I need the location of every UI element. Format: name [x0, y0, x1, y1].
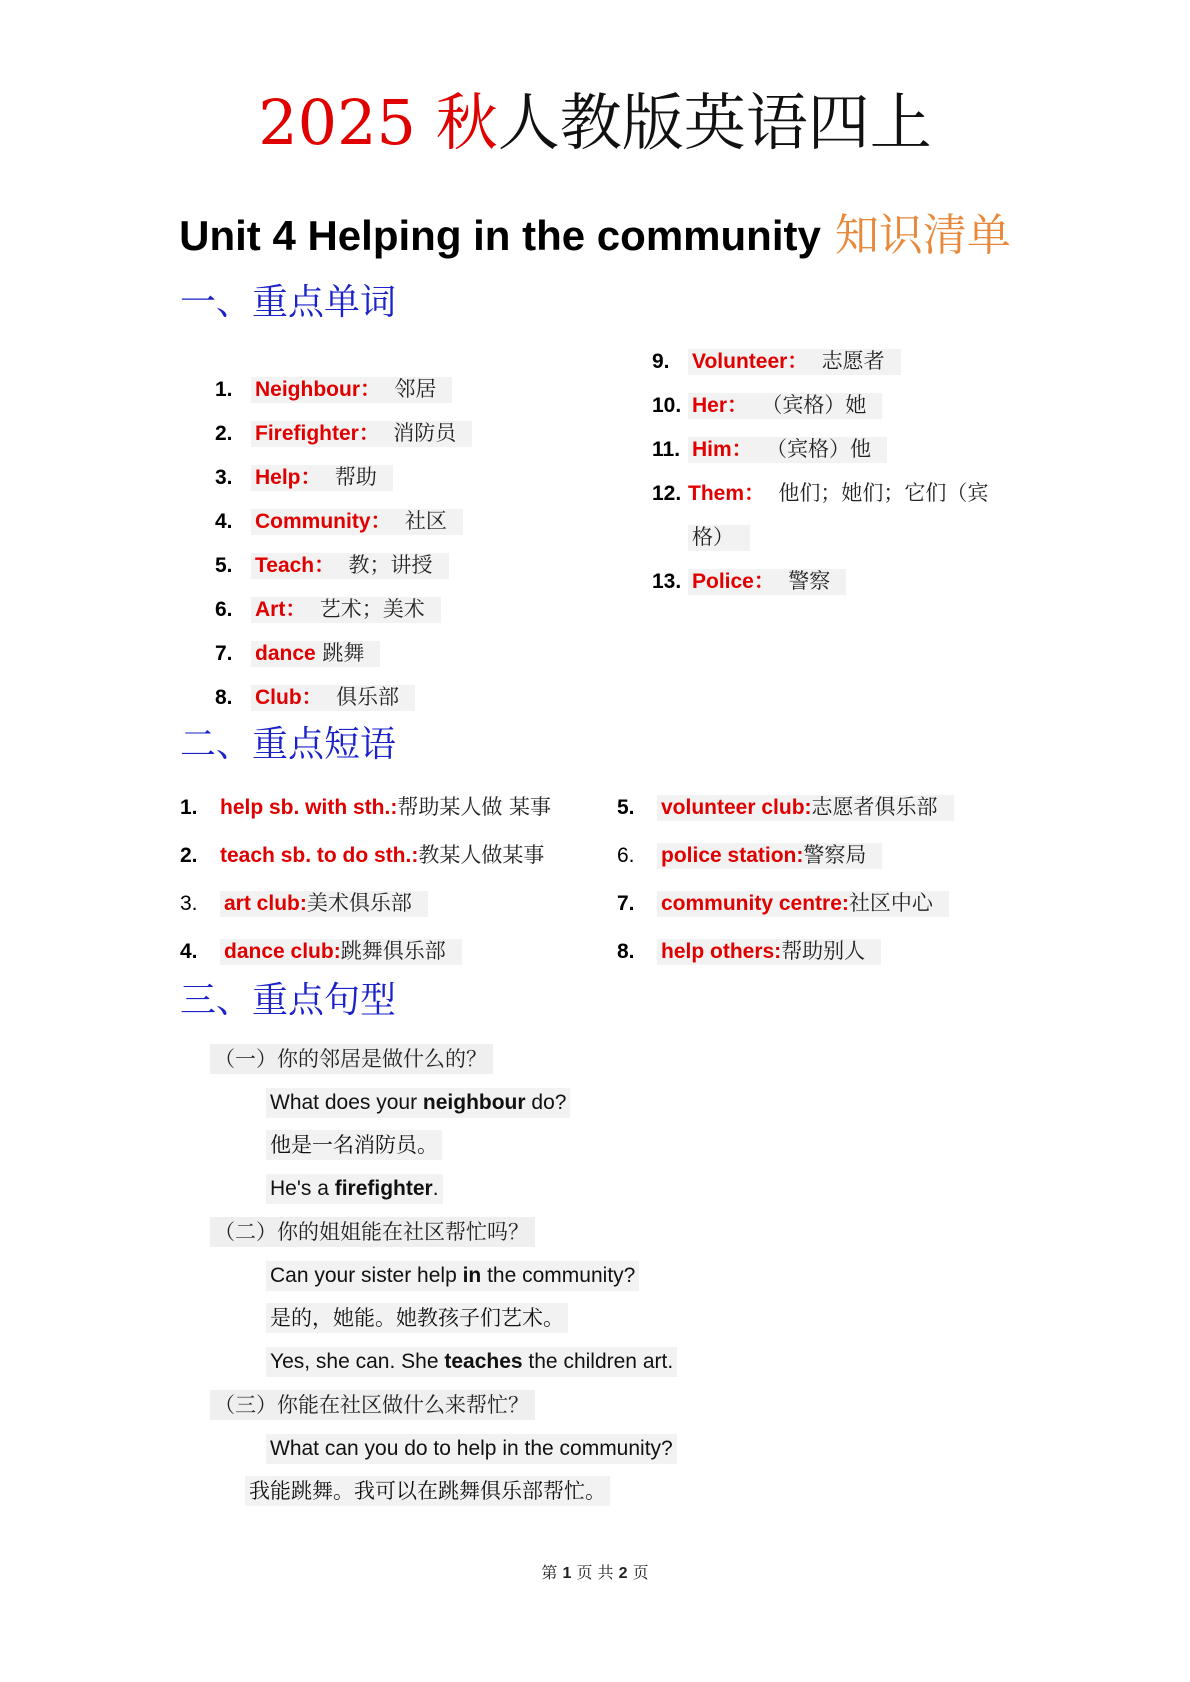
title-rest: 人教版英语四上 — [497, 86, 932, 159]
list-item: 5. volunteer club:志愿者俱乐部 — [617, 792, 954, 823]
list-item: 9. Volunteer： 志愿者 — [652, 346, 901, 377]
list-item: 3. Help： 帮助 — [215, 462, 393, 493]
list-item: 6. Art： 艺术；美术 — [215, 594, 441, 625]
page-total: 2 — [618, 1565, 628, 1582]
answer-cn-1: 他是一名消防员。 — [266, 1130, 442, 1160]
list-item: 3. art club:美术俱乐部 — [180, 888, 428, 919]
question-heading-2: （二）你的姐姐能在社区帮忙吗？ — [210, 1217, 535, 1247]
document-title — [0, 84, 1190, 162]
question-heading-3: （三）你能在社区做什么来帮忙？ — [210, 1390, 535, 1420]
list-item: 8. Club： 俱乐部 — [215, 682, 415, 713]
question-en-1: What does your neighbour do? — [266, 1088, 570, 1118]
list-item: 11. Him： （宾格）他 — [652, 434, 887, 465]
section-heading-words: 一、重点单词 — [180, 282, 397, 323]
title-season: 秋 — [435, 86, 498, 159]
document-subtitle — [0, 208, 1190, 264]
page-footer: 第 1 页 共 2 页 — [541, 1563, 649, 1582]
section-heading-sentences: 三、重点句型 — [180, 980, 397, 1021]
subtitle-tag: 知识清单 — [834, 210, 1011, 261]
list-item: 8. help others:帮助别人 — [617, 936, 881, 967]
page-number: 1 — [562, 1565, 572, 1582]
answer-en-2: Yes, she can. She teaches the children art. — [266, 1347, 677, 1377]
list-item: 1. Neighbour： 邻居 — [215, 374, 452, 405]
question-en-3: What can you do to help in the community? — [266, 1434, 677, 1464]
list-item: 7. community centre:社区中心 — [617, 888, 949, 919]
list-item: 13. Police： 警察 — [652, 566, 846, 597]
answer-cn-3: 我能跳舞。我可以在跳舞俱乐部帮忙。 — [245, 1476, 610, 1506]
list-item: 10. Her： （宾格）她 — [652, 390, 882, 421]
list-item: 7. dance 跳舞 — [215, 638, 380, 669]
question-en-2: Can your sister help in the community? — [266, 1261, 639, 1291]
section-heading-phrases: 二、重点短语 — [180, 724, 397, 765]
title-year: 2025 — [258, 86, 417, 159]
list-item-continuation: 格） — [688, 522, 750, 552]
answer-en-1: He's a firefighter. — [266, 1174, 443, 1204]
list-item: 4. dance club:跳舞俱乐部 — [180, 936, 462, 967]
list-item: 12. Them： 他们；她们；它们（宾 — [652, 481, 989, 505]
question-heading-1: （一）你的邻居是做什么的？ — [210, 1044, 493, 1074]
list-item: 1. help sb. with sth.:帮助某人做 某事 — [180, 795, 552, 819]
unit-title: Unit 4 Helping in the community — [179, 212, 821, 259]
answer-cn-2: 是的，她能。她教孩子们艺术。 — [266, 1303, 568, 1333]
list-item: 2. teach sb. to do sth.:教某人做某事 — [180, 843, 545, 867]
list-item: 6. police station:警察局 — [617, 840, 882, 871]
list-item: 4. Community： 社区 — [215, 506, 463, 537]
list-item: 5. Teach： 教；讲授 — [215, 550, 449, 581]
list-item: 2. Firefighter： 消防员 — [215, 418, 472, 449]
